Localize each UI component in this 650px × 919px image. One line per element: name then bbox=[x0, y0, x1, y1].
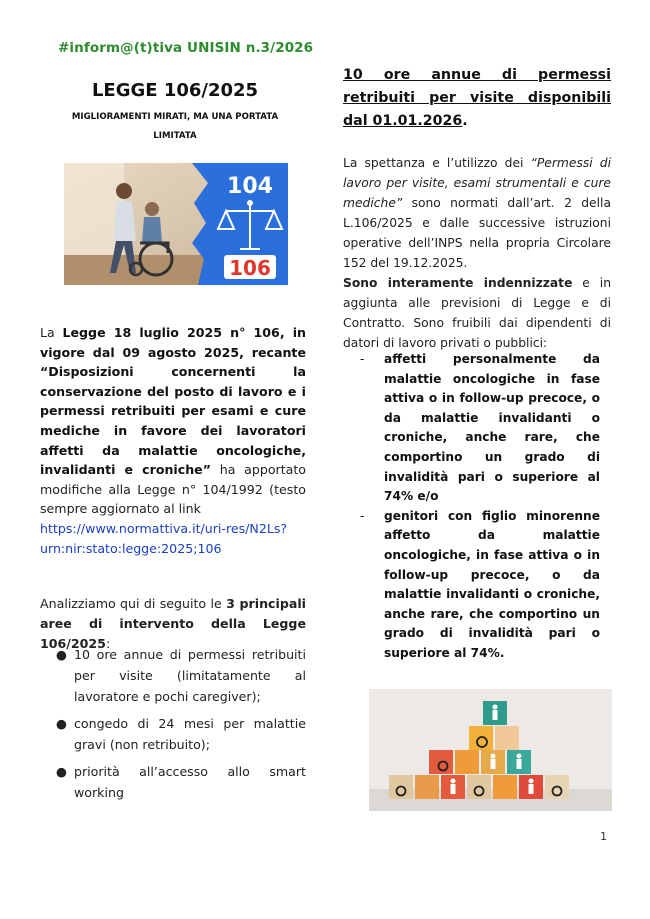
list-item: ● 10 ore annue di permessi retribuiti per visite (limitatamente al lavoratore e pochi caregiver); bbox=[56, 644, 306, 707]
list-item: ● priorità all’accesso allo smart working bbox=[56, 761, 306, 803]
indemnified-bold: Sono interamente indennizzate bbox=[343, 276, 573, 290]
wooden-blocks-pyramid-image bbox=[369, 689, 612, 811]
bullet-icon: ● bbox=[56, 716, 67, 731]
law-104-illustration bbox=[64, 163, 288, 285]
normattiva-link[interactable]: https://www.normattiva.it/uri-res/N2Ls?urn:nir:stato:legge:2025;106 bbox=[40, 520, 288, 556]
newsletter-tag: #inform@(t)tiva UNISIN n.3/2026 bbox=[58, 40, 314, 56]
analysis-text-pre: Analizziamo qui di seguito le bbox=[40, 596, 227, 611]
list-item: - genitori con figlio minorenne affetto da malattie oncologiche, in fase attiva o in follow-up precoce, o da malattie invalidanti o croniche, anche rare, che comportino un grado di invalidità pari o superiore al 74%. bbox=[360, 508, 600, 660]
intro-text-post: ha apportato modifiche alla Legge n° 104/1992 (testo sempre aggiornato al link bbox=[40, 462, 306, 517]
law-intro-paragraph bbox=[40, 323, 306, 558]
eligibility-list bbox=[360, 350, 600, 664]
intervention-areas-list bbox=[56, 644, 306, 809]
analysis-text-post: : bbox=[105, 636, 111, 651]
bullet-icon: ● bbox=[56, 647, 67, 662]
law-subtitle: MIGLIORAMENTI MIRATI, MA UNA PORTATA LIMITATA bbox=[71, 112, 279, 141]
permits-italic-title: “Permessi di lavoro per visite, esami strumentali e cure mediche” bbox=[343, 156, 611, 210]
list-item: - affetti personalmente da malattie oncologiche in fase attiva o in follow-up precoce, o da malattie invalidanti o croniche, anche rare, che comportino un grado di invalidità pari o superiore al 74% e/o bbox=[360, 352, 600, 504]
permits-paragraph: La spettanza e l’utilizzo dei “Permessi di lavoro per visite, esami strumentali e cure mediche” sono normati dall’art. 2 della L.106/2025 e dalle successive istruzioni operative dell’INPS nella propria Circolare 152 del 19.12.2025. Sono interamente indennizzate e in aggiunta alle previsioni di Legge e di Contratto. Sono fruibili dai dipendenti di datori di lavoro privati o pubblici: bbox=[343, 156, 611, 350]
page-number: 1 bbox=[600, 830, 607, 843]
intro-text-pre: La bbox=[40, 325, 63, 340]
analysis-areas-bold: 3 principali aree di intervento della Legge 106/2025 bbox=[40, 596, 306, 651]
badge-106-text: 106 bbox=[229, 256, 271, 280]
dash-icon: - bbox=[360, 508, 365, 523]
intro-law-name: Legge 18 luglio 2025 n° 106, in vigore dal 09 agosto 2025, recante “Disposizioni concernenti la conservazione del posto di lavoro e i permessi retribuiti per esami e cure mediche in favore dei lavoratori affetti da malattie oncologiche, invalidanti e croniche” bbox=[40, 325, 306, 478]
dash-icon: - bbox=[360, 352, 365, 366]
section-heading: 10 ore annue di permessi retribuiti per visite disponibili dal 01.01.2026. bbox=[343, 67, 611, 129]
list-item: ● congedo di 24 mesi per malattie gravi (non retribuito); bbox=[56, 713, 306, 755]
disability-blocks-image bbox=[369, 689, 612, 811]
caregiver-wheelchair-image bbox=[64, 163, 288, 285]
bullet-icon: ● bbox=[56, 764, 67, 779]
badge-104-text: 104 bbox=[227, 174, 273, 199]
law-title: LEGGE 106/2025 bbox=[91, 80, 259, 101]
